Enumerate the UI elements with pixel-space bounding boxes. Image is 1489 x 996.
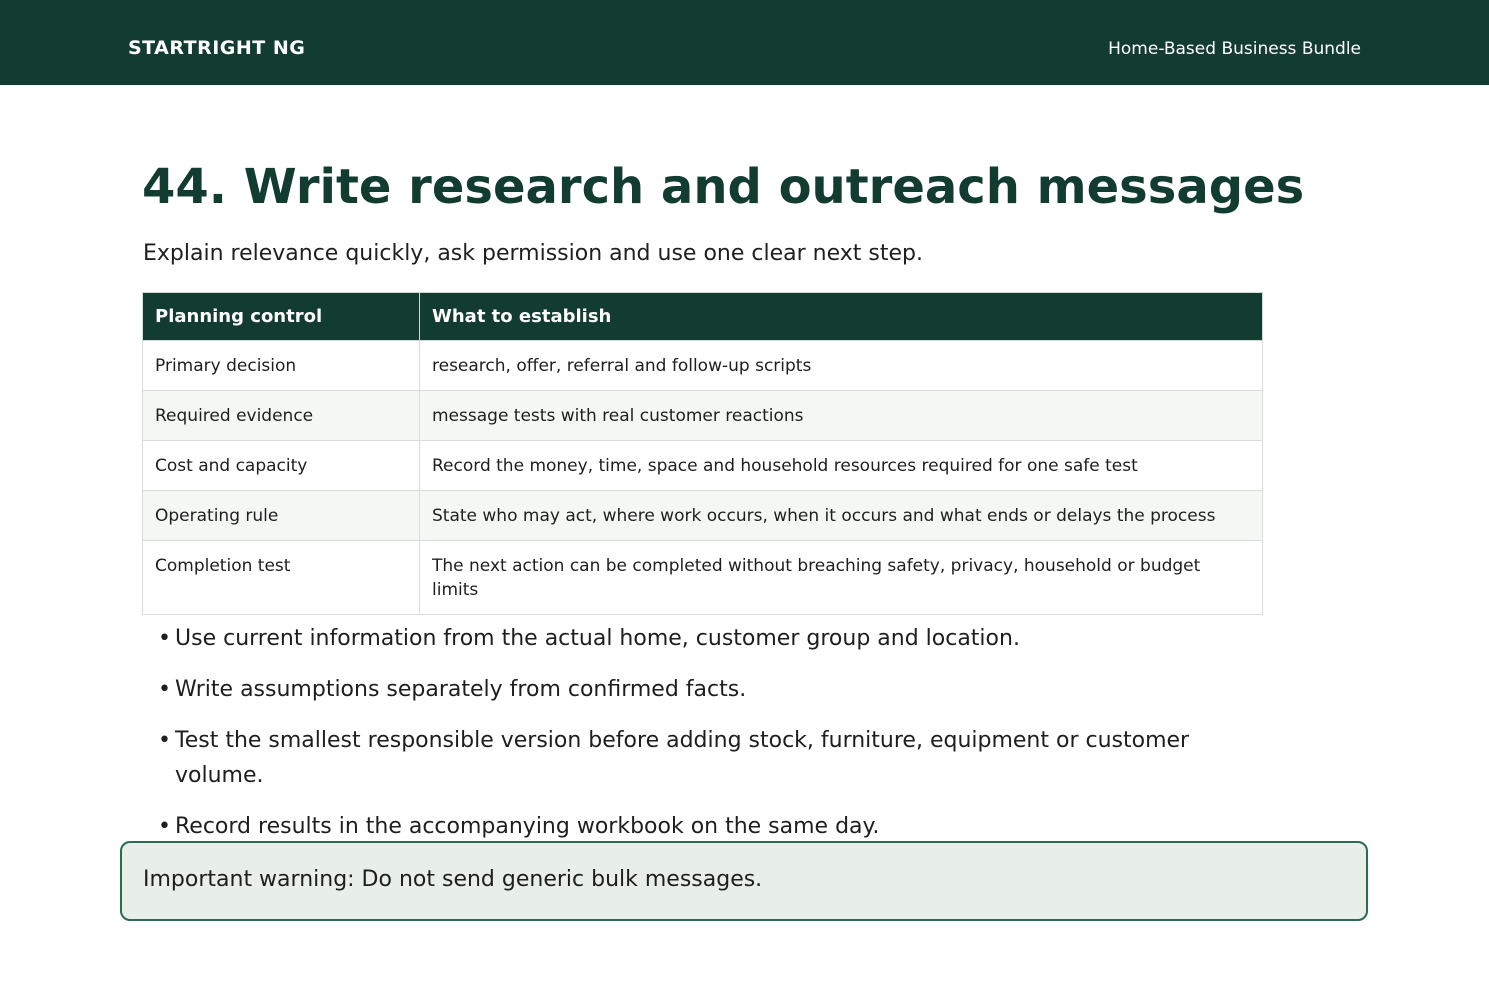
table-cell-establish: The next action can be completed without breaching safety, privacy, household or budget limits [420, 541, 1263, 615]
list-item [158, 809, 1278, 844]
list-item [158, 672, 1278, 707]
page-subtitle: Explain relevance quickly, ask permission and use one clear next step. [143, 241, 923, 266]
table-row [143, 441, 1263, 491]
table-cell-control: Required evidence [143, 391, 420, 441]
bullet-icon: • [158, 728, 171, 753]
list-item-text: Use current information from the actual home, customer group and location. [175, 626, 1020, 651]
table-header-row [143, 293, 1263, 341]
list-item [158, 621, 1278, 656]
table-cell-establish: research, offer, referral and follow-up scripts [420, 341, 1263, 391]
guidance-list [158, 621, 1278, 860]
table-row [143, 391, 1263, 441]
bullet-icon: • [158, 677, 171, 702]
table-row [143, 341, 1263, 391]
table-cell-establish: message tests with real customer reactions [420, 391, 1263, 441]
page-title: 44. Write research and outreach messages [142, 159, 1305, 215]
table-cell-control: Cost and capacity [143, 441, 420, 491]
table-cell-control: Primary decision [143, 341, 420, 391]
bullet-icon: • [158, 626, 171, 651]
column-header-what-to-establish: What to establish [420, 293, 1263, 341]
table-cell-control: Operating rule [143, 491, 420, 541]
planning-table [142, 292, 1263, 615]
warning-text: Important warning: Do not send generic bulk messages. [143, 867, 763, 892]
list-item-text: Record results in the accompanying workbook on the same day. [175, 814, 880, 839]
warning-callout [120, 841, 1368, 921]
table-cell-establish: Record the money, time, space and household resources required for one safe test [420, 441, 1263, 491]
top-bar [0, 0, 1489, 85]
list-item [158, 723, 1278, 793]
list-item-text: Test the smallest responsible version before adding stock, furniture, equipment or customer volume. [175, 728, 1190, 788]
table-row [143, 541, 1263, 615]
brand-name: STARTRIGHT NG [128, 37, 306, 59]
bullet-icon: • [158, 814, 171, 839]
column-header-planning-control: Planning control [143, 293, 420, 341]
table-cell-control: Completion test [143, 541, 420, 615]
bundle-label: Home-Based Business Bundle [1108, 39, 1361, 59]
table-row [143, 491, 1263, 541]
table-cell-establish: State who may act, where work occurs, when it occurs and what ends or delays the process [420, 491, 1263, 541]
list-item-text: Write assumptions separately from confirmed facts. [175, 677, 747, 702]
